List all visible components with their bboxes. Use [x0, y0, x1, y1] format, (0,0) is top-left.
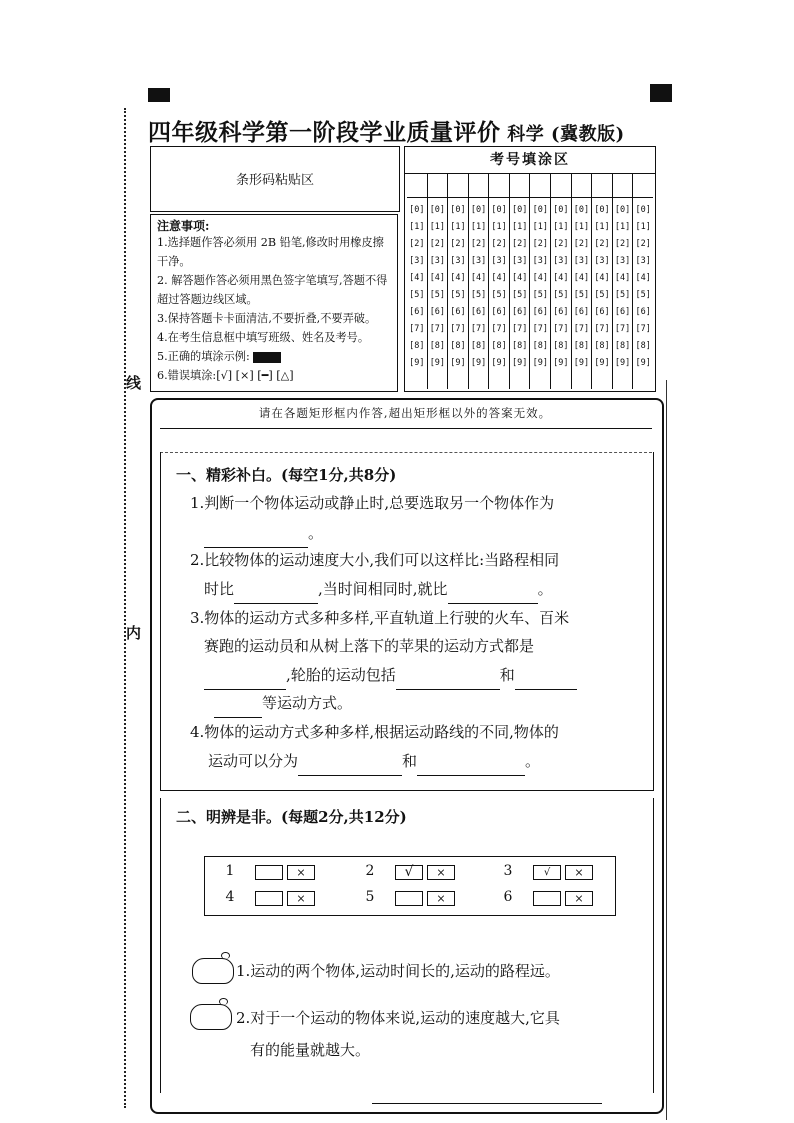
exam-id-digit-bubble[interactable]: [1]	[635, 222, 651, 232]
exam-id-column	[613, 173, 634, 389]
exam-id-digit-bubble[interactable]: [0]	[594, 205, 610, 215]
exam-id-digit-bubble[interactable]: [2]	[450, 239, 466, 249]
exam-id-digit-bubble[interactable]: [7]	[614, 324, 631, 334]
exam-id-digit-bubble[interactable]: [2]	[573, 239, 590, 249]
exam-id-write-cell[interactable]	[572, 173, 592, 198]
exam-id-digit-bubble[interactable]: [7]	[512, 324, 528, 334]
exam-id-digit-bubble[interactable]: [3]	[553, 256, 569, 266]
exam-id-digit-bubble[interactable]: [8]	[532, 341, 548, 351]
notice-item: 3.保持答题卡卡面清洁,不要折叠,不要弄破。	[157, 312, 377, 325]
exam-id-digit-list	[489, 198, 509, 372]
exam-id-digit-bubble[interactable]: [3]	[512, 256, 528, 266]
exam-id-digit-bubble[interactable]: [6]	[594, 307, 610, 317]
exam-id-digit-bubble[interactable]: [6]	[614, 307, 631, 317]
answer-blank[interactable]	[214, 699, 262, 718]
notice-item: 2. 解答题作答必须用黑色签字笔填写,答题不得超过答题边线区域。	[157, 274, 388, 306]
bottom-divider	[372, 1103, 602, 1104]
exam-id-digit-bubble[interactable]: [5]	[573, 290, 590, 300]
notice-item: 4.在考生信息框中填写班级、姓名及考号。	[157, 331, 370, 344]
exam-id-digit-bubble[interactable]: [0]	[614, 205, 631, 215]
exam-id-column	[469, 173, 490, 389]
answer-blank[interactable]	[234, 585, 318, 604]
exam-id-digit-bubble[interactable]: [3]	[491, 256, 507, 266]
right-edge-line	[666, 380, 667, 1120]
exam-id-digit-bubble[interactable]: [4]	[614, 273, 631, 283]
exam-id-digit-bubble[interactable]: [5]	[532, 290, 548, 300]
exam-id-digit-bubble[interactable]: [6]	[532, 307, 548, 317]
notice-item: 1.选择题作答必须用 2B 铅笔,修改时用橡皮擦干净。	[157, 236, 384, 268]
exam-id-digit-bubble[interactable]: [9]	[614, 358, 631, 368]
question-2	[190, 545, 559, 575]
divider	[160, 428, 652, 429]
q3-text-d: 等运动方式。	[262, 694, 353, 712]
exam-id-digit-bubble[interactable]: [2]	[614, 239, 631, 249]
exam-id-column	[489, 173, 510, 389]
exam-id-digit-bubble[interactable]: [3]	[594, 256, 610, 266]
exam-id-digit-bubble[interactable]: [3]	[635, 256, 651, 266]
question-4-line2	[208, 746, 540, 776]
title-subject: 科学	[500, 124, 545, 145]
exam-id-digit-list	[469, 198, 489, 372]
exam-id-digit-bubble[interactable]: [5]	[553, 290, 569, 300]
exam-id-digit-bubble[interactable]: [8]	[512, 341, 528, 351]
exam-id-digit-bubble[interactable]: [4]	[512, 273, 528, 283]
exam-id-digit-bubble[interactable]: [7]	[635, 324, 651, 334]
tf-number: 6	[503, 889, 513, 905]
exam-id-digit-bubble[interactable]: [7]	[429, 324, 446, 334]
exam-id-digit-bubble[interactable]: [1]	[594, 222, 610, 232]
exam-id-digit-bubble[interactable]: [5]	[512, 290, 528, 300]
exam-id-write-cell[interactable]	[530, 173, 550, 198]
exam-id-digit-bubble[interactable]: [0]	[512, 205, 528, 215]
exam-id-digit-bubble[interactable]: [5]	[614, 290, 631, 300]
exam-id-write-cell[interactable]	[448, 173, 468, 198]
exam-id-digit-bubble[interactable]: [4]	[553, 273, 569, 283]
exam-id-digit-bubble[interactable]: [6]	[409, 307, 425, 317]
exam-id-digit-bubble[interactable]: [0]	[635, 205, 651, 215]
tf-false-cell[interactable]: ×	[287, 865, 315, 880]
exam-id-write-cell[interactable]	[592, 173, 612, 198]
exam-id-digit-list	[592, 198, 612, 372]
notice-box	[150, 214, 398, 392]
tf-false-cell[interactable]: ×	[427, 865, 455, 880]
q4-text-a: 4.物体的运动方式多种多样,根据运动路线的不同,物体的	[190, 723, 559, 741]
q2-text-a: 2.比较物体的运动速度大小,我们可以这样比:当路程相同	[190, 551, 560, 569]
tf-false-cell[interactable]: ×	[565, 865, 593, 880]
q3-text-c1: ,轮胎的运动包括	[286, 666, 396, 684]
title-edition: (冀教版)	[544, 124, 625, 145]
exam-id-column	[572, 173, 593, 389]
period: 。	[525, 752, 541, 770]
answer-blank[interactable]	[298, 757, 402, 776]
tf-number: 1	[225, 863, 235, 879]
exam-id-digit-bubble[interactable]: [3]	[450, 256, 466, 266]
barcode-area	[150, 146, 400, 212]
exam-id-column	[530, 173, 551, 389]
barcode-label: 条形码粘贴区	[235, 173, 314, 188]
exam-id-digit-list	[428, 198, 448, 372]
exam-id-digit-bubble[interactable]: [4]	[594, 273, 610, 283]
exam-id-digit-bubble[interactable]: [8]	[450, 341, 466, 351]
exam-id-digit-bubble[interactable]: [1]	[573, 222, 590, 232]
q3-text-a: 3.物体的运动方式多种多样,平直轨道上行驶的火车、百米	[190, 609, 570, 627]
question-3-line2	[204, 631, 534, 661]
exam-id-digit-bubble[interactable]: [4]	[409, 273, 425, 283]
exam-id-digit-bubble[interactable]: [6]	[573, 307, 590, 317]
tf-true-cell[interactable]	[533, 891, 561, 906]
exam-id-digit-list	[613, 198, 633, 372]
tf-number: 4	[225, 889, 235, 905]
exam-id-digit-bubble[interactable]: [7]	[409, 324, 425, 334]
filled-example-mark	[253, 352, 281, 363]
question-4	[190, 717, 559, 747]
exam-id-digit-bubble[interactable]: [4]	[470, 273, 487, 283]
exam-id-write-cell[interactable]	[469, 173, 489, 198]
exam-id-digit-list	[572, 198, 592, 372]
exam-id-digit-bubble[interactable]: [1]	[512, 222, 528, 232]
q3-text-b: 赛跑的运动员和从树上落下的苹果的运动方式都是	[204, 637, 535, 655]
exam-id-digit-bubble[interactable]: [2]	[594, 239, 610, 249]
corner-mark-left	[148, 88, 170, 102]
exam-id-digit-list	[530, 198, 550, 372]
exam-id-digit-bubble[interactable]: [0]	[470, 205, 487, 215]
exam-id-digit-bubble[interactable]: [8]	[594, 341, 610, 351]
tf-true-cell[interactable]	[255, 891, 283, 906]
tf-number: 3	[503, 863, 513, 879]
correct-label: 5.正确的填涂示例:	[157, 350, 250, 363]
exam-id-digit-bubble[interactable]: [0]	[450, 205, 466, 215]
statement-2-line2: 有的能量就越大。	[250, 1041, 371, 1059]
exam-id-digit-bubble[interactable]: [8]	[614, 341, 631, 351]
exam-id-digit-bubble[interactable]: [3]	[409, 256, 425, 266]
tf-false-cell[interactable]: ×	[287, 891, 315, 906]
question-1	[190, 488, 554, 518]
exam-id-digit-bubble[interactable]: [5]	[429, 290, 446, 300]
exam-id-digit-bubble[interactable]: [5]	[594, 290, 610, 300]
tf-true-cell[interactable]	[395, 891, 423, 906]
statement-2: 2.对于一个运动的物体来说,运动的速度越大,它具	[236, 1009, 560, 1027]
exam-id-digit-bubble[interactable]: [1]	[450, 222, 466, 232]
exam-id-digit-bubble[interactable]: [6]	[450, 307, 466, 317]
exam-id-digit-bubble[interactable]: [8]	[429, 341, 446, 351]
exam-id-digit-bubble[interactable]: [9]	[429, 358, 446, 368]
exam-id-digit-bubble[interactable]: [4]	[491, 273, 507, 283]
exam-id-column	[407, 173, 428, 389]
exam-id-digit-bubble[interactable]: [8]	[470, 341, 487, 351]
q3-text-c2: 和	[499, 666, 515, 684]
exam-id-digit-bubble[interactable]: [1]	[470, 222, 487, 232]
wrong-examples: [√] [×] [━] [△]	[216, 369, 294, 382]
exam-id-digit-bubble[interactable]: [8]	[553, 341, 569, 351]
q4-text-b2: 和	[402, 752, 418, 770]
wrong-label: 6.错误填涂:	[157, 369, 217, 382]
exam-id-digit-bubble[interactable]: [8]	[409, 341, 425, 351]
exam-id-digit-bubble[interactable]: [9]	[409, 358, 425, 368]
exam-id-digit-bubble[interactable]: [0]	[573, 205, 590, 215]
period: 。	[308, 524, 324, 542]
exam-id-digit-bubble[interactable]: [6]	[553, 307, 569, 317]
answer-blank[interactable]	[515, 671, 577, 690]
exam-id-digit-bubble[interactable]: [9]	[594, 358, 610, 368]
exam-id-column	[428, 173, 449, 389]
binding-char-1: 线	[126, 374, 142, 392]
exam-id-digit-bubble[interactable]: [7]	[491, 324, 507, 334]
exam-id-digit-list	[551, 198, 571, 372]
tf-number: 5	[365, 889, 375, 905]
exam-id-write-cell[interactable]	[633, 173, 653, 198]
exam-id-digit-bubble[interactable]: [0]	[429, 205, 446, 215]
exam-id-digit-bubble[interactable]: [5]	[450, 290, 466, 300]
tf-true-cell[interactable]: √	[395, 865, 423, 880]
exam-id-area	[404, 146, 656, 392]
exam-id-digit-bubble[interactable]: [4]	[429, 273, 446, 283]
exam-id-digit-bubble[interactable]: [9]	[512, 358, 528, 368]
question-2-line2	[204, 574, 553, 604]
tf-false-cell[interactable]: ×	[565, 891, 593, 906]
exam-id-digit-bubble[interactable]: [2]	[429, 239, 446, 249]
exam-id-digit-bubble[interactable]: [1]	[553, 222, 569, 232]
exam-id-column	[448, 173, 469, 389]
exam-id-digit-bubble[interactable]: [2]	[491, 239, 507, 249]
exam-id-digit-bubble[interactable]: [2]	[635, 239, 651, 249]
tf-true-cell[interactable]	[255, 865, 283, 880]
corner-mark-right	[650, 84, 672, 102]
exam-id-digit-bubble[interactable]: [3]	[429, 256, 446, 266]
exam-id-digit-bubble[interactable]: [7]	[532, 324, 548, 334]
exam-id-digit-bubble[interactable]: [8]	[635, 341, 651, 351]
exam-id-digit-list	[510, 198, 530, 372]
exam-id-digit-bubble[interactable]: [1]	[429, 222, 446, 232]
period: 。	[537, 580, 553, 598]
answer-bracket-1[interactable]	[192, 958, 234, 984]
q4-text-b1: 运动可以分为	[208, 752, 299, 770]
exam-id-digit-bubble[interactable]: [1]	[409, 222, 425, 232]
exam-id-digit-bubble[interactable]: [1]	[491, 222, 507, 232]
exam-id-digit-bubble[interactable]: [9]	[491, 358, 507, 368]
exam-id-digit-bubble[interactable]: [2]	[409, 239, 425, 249]
q2-text-b2: ,当时间相同时,就比	[318, 580, 448, 598]
answer-bracket-2[interactable]	[190, 1004, 232, 1030]
exam-id-digit-bubble[interactable]: [7]	[553, 324, 569, 334]
exam-id-digit-bubble[interactable]: [1]	[614, 222, 631, 232]
tf-true-cell[interactable]: √	[533, 865, 561, 880]
exam-id-digit-bubble[interactable]: [0]	[409, 205, 425, 215]
exam-id-column	[592, 173, 613, 389]
exam-id-column	[551, 173, 572, 389]
exam-id-digit-bubble[interactable]: [6]	[491, 307, 507, 317]
exam-id-digit-bubble[interactable]: [1]	[532, 222, 548, 232]
exam-id-digit-bubble[interactable]: [7]	[470, 324, 487, 334]
exam-id-digit-list	[407, 198, 427, 372]
exam-id-digit-bubble[interactable]: [3]	[470, 256, 487, 266]
exam-id-digit-bubble[interactable]: [0]	[532, 205, 548, 215]
exam-id-digit-bubble[interactable]: [4]	[573, 273, 590, 283]
exam-id-write-cell[interactable]	[407, 173, 427, 198]
exam-id-column	[633, 173, 653, 389]
exam-id-digit-bubble[interactable]: [4]	[532, 273, 548, 283]
frame-note: 请在各题矩形框内作答,超出矩形框以外的答案无效。	[258, 406, 552, 420]
exam-id-digit-bubble[interactable]: [9]	[635, 358, 651, 368]
exam-id-write-cell[interactable]	[551, 173, 571, 198]
exam-id-digit-bubble[interactable]: [2]	[532, 239, 548, 249]
section2-heading: 二、明辨是非。(每题2分,共12分)	[176, 808, 407, 826]
question-1-answer	[204, 518, 323, 548]
section2-box	[160, 798, 654, 1093]
true-false-answer-grid	[204, 856, 616, 916]
exam-id-digit-bubble[interactable]: [9]	[553, 358, 569, 368]
notice-correct-example	[157, 347, 391, 366]
exam-id-digit-bubble[interactable]: [0]	[491, 205, 507, 215]
exam-id-title: 考号填涂区	[405, 147, 655, 174]
page-title	[148, 114, 668, 147]
exam-id-digit-bubble[interactable]: [9]	[573, 358, 590, 368]
exam-id-digit-bubble[interactable]: [5]	[491, 290, 507, 300]
exam-id-digit-bubble[interactable]: [0]	[553, 205, 569, 215]
exam-id-digit-bubble[interactable]: [8]	[491, 341, 507, 351]
tf-number: 2	[365, 863, 375, 879]
exam-id-digit-bubble[interactable]: [4]	[450, 273, 466, 283]
answer-blank[interactable]	[417, 757, 525, 776]
exam-id-digit-bubble[interactable]: [4]	[635, 273, 651, 283]
exam-id-columns	[407, 173, 653, 389]
exam-id-digit-bubble[interactable]: [3]	[614, 256, 631, 266]
binding-char-2: 内	[126, 624, 142, 642]
exam-id-digit-bubble[interactable]: [6]	[635, 307, 651, 317]
exam-id-digit-bubble[interactable]: [3]	[573, 256, 590, 266]
exam-id-digit-bubble[interactable]: [5]	[470, 290, 487, 300]
answer-blank[interactable]	[448, 585, 538, 604]
q1-text: 1.判断一个物体运动或静止时,总要选取另一个物体作为	[190, 494, 555, 512]
exam-id-digit-bubble[interactable]: [5]	[409, 290, 425, 300]
notice-wrong-example	[157, 366, 391, 385]
exam-id-digit-bubble[interactable]: [6]	[470, 307, 487, 317]
title-main: 四年级科学第一阶段学业质量评价	[148, 119, 501, 146]
exam-id-digit-bubble[interactable]: [9]	[450, 358, 466, 368]
exam-id-digit-bubble[interactable]: [2]	[553, 239, 569, 249]
tf-false-cell[interactable]: ×	[427, 891, 455, 906]
exam-id-digit-bubble[interactable]: [9]	[470, 358, 487, 368]
exam-id-digit-bubble[interactable]: [2]	[512, 239, 528, 249]
exam-id-digit-bubble[interactable]: [9]	[532, 358, 548, 368]
exam-id-write-cell[interactable]	[428, 173, 448, 198]
answer-blank[interactable]	[396, 671, 500, 690]
question-3-line3	[204, 660, 577, 690]
exam-id-digit-bubble[interactable]: [6]	[429, 307, 446, 317]
exam-id-digit-bubble[interactable]: [8]	[573, 341, 590, 351]
exam-id-digit-bubble[interactable]: [7]	[450, 324, 466, 334]
exam-id-column	[510, 173, 531, 389]
exam-id-digit-bubble[interactable]: [7]	[594, 324, 610, 334]
exam-id-digit-bubble[interactable]: [6]	[512, 307, 528, 317]
section1-heading: 一、精彩补白。(每空1分,共8分)	[176, 466, 397, 484]
statement-1: 1.运动的两个物体,运动时间长的,运动的路程远。	[236, 962, 560, 980]
exam-id-write-cell[interactable]	[510, 173, 530, 198]
q2-text-b1: 时比	[204, 580, 235, 598]
exam-id-digit-bubble[interactable]: [3]	[532, 256, 548, 266]
binding-line	[124, 108, 126, 1108]
question-3-line4	[214, 688, 352, 718]
question-3	[190, 603, 569, 633]
exam-id-digit-list	[448, 198, 468, 372]
exam-id-write-cell[interactable]	[489, 173, 509, 198]
notice-heading: 注意事项:	[157, 219, 210, 233]
exam-id-digit-bubble[interactable]: [5]	[635, 290, 651, 300]
exam-id-digit-bubble[interactable]: [2]	[470, 239, 487, 249]
exam-id-write-cell[interactable]	[613, 173, 633, 198]
exam-id-digit-bubble[interactable]: [7]	[573, 324, 590, 334]
exam-id-digit-list	[633, 198, 653, 372]
